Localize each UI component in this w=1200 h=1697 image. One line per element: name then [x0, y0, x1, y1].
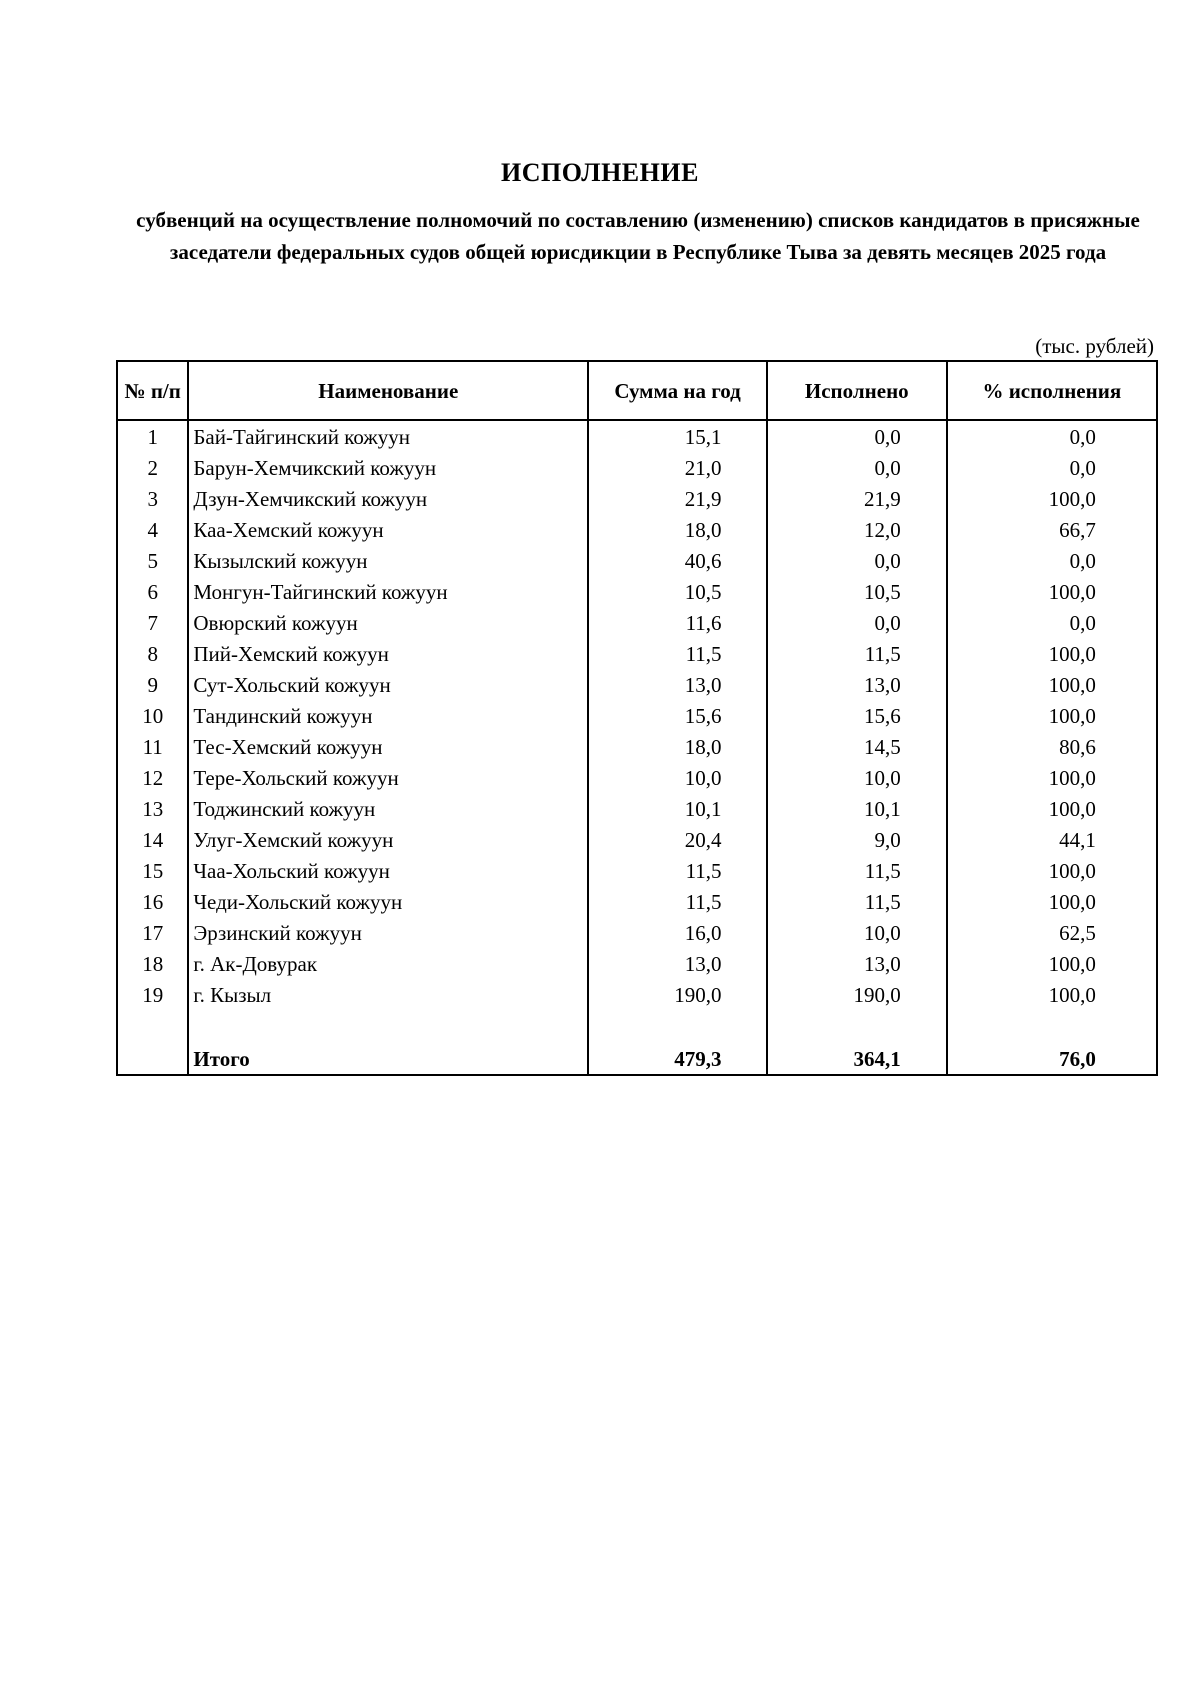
row-percent-cell [947, 824, 1157, 855]
row-executed-cell-value: 12,0 [864, 517, 901, 542]
row-percent-cell-value: 62,5 [1059, 920, 1096, 945]
row-percent-cell [947, 452, 1157, 483]
row-number-cell: 16 [117, 886, 188, 917]
row-name-cell: Эрзинский кожуун [188, 917, 588, 948]
row-annual-sum-cell [588, 762, 767, 793]
table-row [117, 731, 1157, 762]
row-executed-cell [767, 669, 947, 700]
execution-table [116, 360, 1158, 1076]
row-annual-sum-cell [588, 948, 767, 979]
row-percent-cell-value: 100,0 [1048, 486, 1096, 511]
row-percent-cell [947, 607, 1157, 638]
row-annual-sum-cell-value: 13,0 [684, 672, 722, 697]
table-row [117, 700, 1157, 731]
row-executed-cell-value: 11,5 [864, 889, 901, 914]
row-name-cell: Кызылский кожуун [188, 545, 588, 576]
row-percent-cell-value: 0,0 [1069, 424, 1096, 449]
document-subtitle: субвенций на осуществление полномочий по составлению (изменению) списков кандидатов в присяжные заседатели федеральных судов общей юрисдикции в Республике Тыва за девять месяцев 2025 года [136, 208, 1140, 264]
row-annual-sum-cell-value: 15,6 [684, 703, 722, 728]
row-annual-sum-cell [588, 420, 767, 452]
row-annual-sum-cell [588, 545, 767, 576]
table-row [117, 762, 1157, 793]
row-percent-cell-value: 0,0 [1069, 610, 1096, 635]
row-executed-cell [767, 452, 947, 483]
row-number-cell: 9 [117, 669, 188, 700]
row-executed-cell-value: 13,0 [864, 951, 901, 976]
row-annual-sum-cell [588, 855, 767, 886]
row-annual-sum-cell-value: 21,0 [684, 455, 722, 480]
row-number-cell: 15 [117, 855, 188, 886]
header-executed: Исполнено [767, 361, 947, 420]
row-annual-sum-cell [588, 700, 767, 731]
table-row [117, 638, 1157, 669]
header-name: Наименование [188, 361, 588, 420]
row-annual-sum-cell-value: 18,0 [684, 517, 722, 542]
table-row [117, 669, 1157, 700]
row-number-cell: 14 [117, 824, 188, 855]
table-header-row [117, 361, 1157, 420]
row-executed-cell [767, 979, 947, 1010]
row-percent-cell-value: 100,0 [1048, 982, 1096, 1007]
row-percent-cell [947, 514, 1157, 545]
row-executed-cell-value: 0,0 [874, 610, 901, 635]
row-percent-cell-value: 100,0 [1048, 672, 1096, 697]
row-annual-sum-cell [588, 514, 767, 545]
spacer-cell [588, 1010, 767, 1044]
row-name-cell: Чаа-Хольский кожуун [188, 855, 588, 886]
table-row [117, 855, 1157, 886]
row-executed-cell-value: 10,5 [864, 579, 901, 604]
row-executed-cell [767, 700, 947, 731]
row-number-cell: 1 [117, 420, 188, 452]
row-percent-cell [947, 483, 1157, 514]
row-percent-cell-value: 0,0 [1069, 455, 1096, 480]
row-number-cell: 3 [117, 483, 188, 514]
row-name-cell: г. Кызыл [188, 979, 588, 1010]
row-executed-cell-value: 10,0 [864, 765, 901, 790]
row-percent-cell [947, 793, 1157, 824]
row-percent-cell [947, 669, 1157, 700]
table-row [117, 420, 1157, 452]
row-name-cell: Тере-Хольский кожуун [188, 762, 588, 793]
row-executed-cell-value: 9,0 [874, 827, 901, 852]
row-percent-cell [947, 638, 1157, 669]
row-annual-sum-cell-value: 21,9 [684, 486, 722, 511]
row-annual-sum-cell-value: 10,5 [684, 579, 722, 604]
row-percent-cell-value: 100,0 [1048, 579, 1096, 604]
total-row [117, 1044, 1157, 1075]
row-name-cell: Каа-Хемский кожуун [188, 514, 588, 545]
row-annual-sum-cell [588, 824, 767, 855]
row-executed-cell [767, 855, 947, 886]
total-percent-cell [947, 1044, 1157, 1075]
row-percent-cell-value: 100,0 [1048, 951, 1096, 976]
row-annual-sum-cell-value: 40,6 [684, 548, 722, 573]
row-percent-cell [947, 762, 1157, 793]
total-annual-sum-cell-value: 479,3 [674, 1047, 722, 1071]
row-executed-cell [767, 948, 947, 979]
row-number-cell: 11 [117, 731, 188, 762]
spacer-row [117, 1010, 1157, 1044]
row-percent-cell [947, 545, 1157, 576]
row-executed-cell-value: 14,5 [864, 734, 901, 759]
row-executed-cell [767, 420, 947, 452]
table-row [117, 824, 1157, 855]
spacer-cell [947, 1010, 1157, 1044]
table-row [117, 452, 1157, 483]
header-number: № п/п [117, 361, 188, 420]
header-annual-sum: Сумма на год [588, 361, 767, 420]
row-percent-cell-value: 80,6 [1059, 734, 1096, 759]
row-annual-sum-cell-value: 11,5 [685, 858, 722, 883]
units-note: (тыс. рублей) [1035, 334, 1154, 358]
row-executed-cell-value: 0,0 [874, 424, 901, 449]
row-percent-cell [947, 576, 1157, 607]
total-annual-sum-cell [588, 1044, 767, 1075]
header-execution-percent: % исполнения [947, 361, 1157, 420]
row-name-cell: Овюрский кожуун [188, 607, 588, 638]
row-annual-sum-cell [588, 917, 767, 948]
document-title: ИСПОЛНЕНИЕ [501, 158, 699, 187]
row-percent-cell [947, 731, 1157, 762]
row-executed-cell [767, 731, 947, 762]
row-annual-sum-cell [588, 793, 767, 824]
row-annual-sum-cell-value: 11,5 [685, 889, 722, 914]
row-annual-sum-cell [588, 576, 767, 607]
row-annual-sum-cell [588, 669, 767, 700]
row-annual-sum-cell [588, 452, 767, 483]
row-annual-sum-cell [588, 607, 767, 638]
row-executed-cell-value: 21,9 [864, 486, 901, 511]
row-number-cell: 17 [117, 917, 188, 948]
table-row [117, 948, 1157, 979]
row-annual-sum-cell-value: 15,1 [684, 424, 722, 449]
row-executed-cell-value: 11,5 [864, 641, 901, 666]
row-percent-cell-value: 0,0 [1069, 548, 1096, 573]
row-number-cell: 18 [117, 948, 188, 979]
row-number-cell: 5 [117, 545, 188, 576]
row-number-cell: 13 [117, 793, 188, 824]
row-executed-cell [767, 917, 947, 948]
row-executed-cell [767, 638, 947, 669]
spacer-cell [767, 1010, 947, 1044]
total-executed-cell-value: 364,1 [853, 1047, 901, 1071]
row-name-cell: Тандинский кожуун [188, 700, 588, 731]
row-percent-cell-value: 100,0 [1048, 641, 1096, 666]
row-number-cell: 10 [117, 700, 188, 731]
table-row [117, 886, 1157, 917]
row-number-cell: 12 [117, 762, 188, 793]
total-percent-cell-value: 76,0 [1059, 1047, 1096, 1071]
row-percent-cell-value: 66,7 [1059, 517, 1096, 542]
row-name-cell: Тоджинский кожуун [188, 793, 588, 824]
row-executed-cell [767, 514, 947, 545]
row-percent-cell [947, 855, 1157, 886]
row-number-cell: 19 [117, 979, 188, 1010]
row-executed-cell-value: 10,1 [864, 796, 901, 821]
row-annual-sum-cell [588, 979, 767, 1010]
row-percent-cell-value: 100,0 [1048, 889, 1096, 914]
row-name-cell: Дзун-Хемчикский кожуун [188, 483, 588, 514]
row-executed-cell [767, 824, 947, 855]
row-percent-cell-value: 44,1 [1059, 827, 1096, 852]
row-executed-cell-value: 0,0 [874, 548, 901, 573]
row-annual-sum-cell [588, 483, 767, 514]
row-executed-cell [767, 483, 947, 514]
total-label-cell: Итого [188, 1044, 588, 1075]
table-row [117, 576, 1157, 607]
table-row [117, 607, 1157, 638]
row-percent-cell [947, 700, 1157, 731]
row-executed-cell-value: 0,0 [874, 455, 901, 480]
table-row [117, 979, 1157, 1010]
row-annual-sum-cell [588, 731, 767, 762]
row-executed-cell [767, 576, 947, 607]
table-body [117, 420, 1157, 1075]
table-row [117, 545, 1157, 576]
row-percent-cell-value: 100,0 [1048, 796, 1096, 821]
row-executed-cell [767, 886, 947, 917]
table-row [117, 514, 1157, 545]
row-name-cell: Сут-Хольский кожуун [188, 669, 588, 700]
row-annual-sum-cell [588, 886, 767, 917]
row-name-cell: г. Ак-Довурак [188, 948, 588, 979]
row-executed-cell [767, 545, 947, 576]
row-executed-cell [767, 762, 947, 793]
row-number-cell: 2 [117, 452, 188, 483]
row-name-cell: Улуг-Хемский кожуун [188, 824, 588, 855]
table-row [117, 483, 1157, 514]
row-percent-cell [947, 979, 1157, 1010]
total-number-cell [117, 1044, 188, 1075]
spacer-cell [117, 1010, 188, 1044]
row-name-cell: Чеди-Хольский кожуун [188, 886, 588, 917]
row-percent-cell-value: 100,0 [1048, 703, 1096, 728]
row-name-cell: Бай-Тайгинский кожуун [188, 420, 588, 452]
row-name-cell: Пий-Хемский кожуун [188, 638, 588, 669]
row-annual-sum-cell [588, 638, 767, 669]
row-percent-cell-value: 100,0 [1048, 765, 1096, 790]
row-annual-sum-cell-value: 20,4 [684, 827, 722, 852]
table-row [117, 917, 1157, 948]
table-row [117, 793, 1157, 824]
row-annual-sum-cell-value: 13,0 [684, 951, 722, 976]
row-executed-cell-value: 13,0 [864, 672, 901, 697]
row-number-cell: 7 [117, 607, 188, 638]
row-executed-cell-value: 10,0 [864, 920, 901, 945]
row-annual-sum-cell-value: 18,0 [684, 734, 722, 759]
row-executed-cell-value: 190,0 [853, 982, 901, 1007]
row-number-cell: 6 [117, 576, 188, 607]
row-annual-sum-cell-value: 190,0 [674, 982, 722, 1007]
row-percent-cell [947, 948, 1157, 979]
row-percent-cell-value: 100,0 [1048, 858, 1096, 883]
row-annual-sum-cell-value: 10,1 [684, 796, 722, 821]
spacer-cell [188, 1010, 588, 1044]
row-executed-cell-value: 15,6 [864, 703, 901, 728]
row-name-cell: Барун-Хемчикский кожуун [188, 452, 588, 483]
row-annual-sum-cell-value: 16,0 [684, 920, 722, 945]
row-annual-sum-cell-value: 10,0 [684, 765, 722, 790]
row-percent-cell [947, 917, 1157, 948]
row-executed-cell [767, 607, 947, 638]
row-number-cell: 4 [117, 514, 188, 545]
row-name-cell: Монгун-Тайгинский кожуун [188, 576, 588, 607]
row-percent-cell [947, 886, 1157, 917]
row-name-cell: Тес-Хемский кожуун [188, 731, 588, 762]
row-annual-sum-cell-value: 11,5 [685, 641, 722, 666]
row-executed-cell [767, 793, 947, 824]
row-number-cell: 8 [117, 638, 188, 669]
total-executed-cell [767, 1044, 947, 1075]
row-percent-cell [947, 420, 1157, 452]
row-executed-cell-value: 11,5 [864, 858, 901, 883]
row-annual-sum-cell-value: 11,6 [685, 610, 722, 635]
